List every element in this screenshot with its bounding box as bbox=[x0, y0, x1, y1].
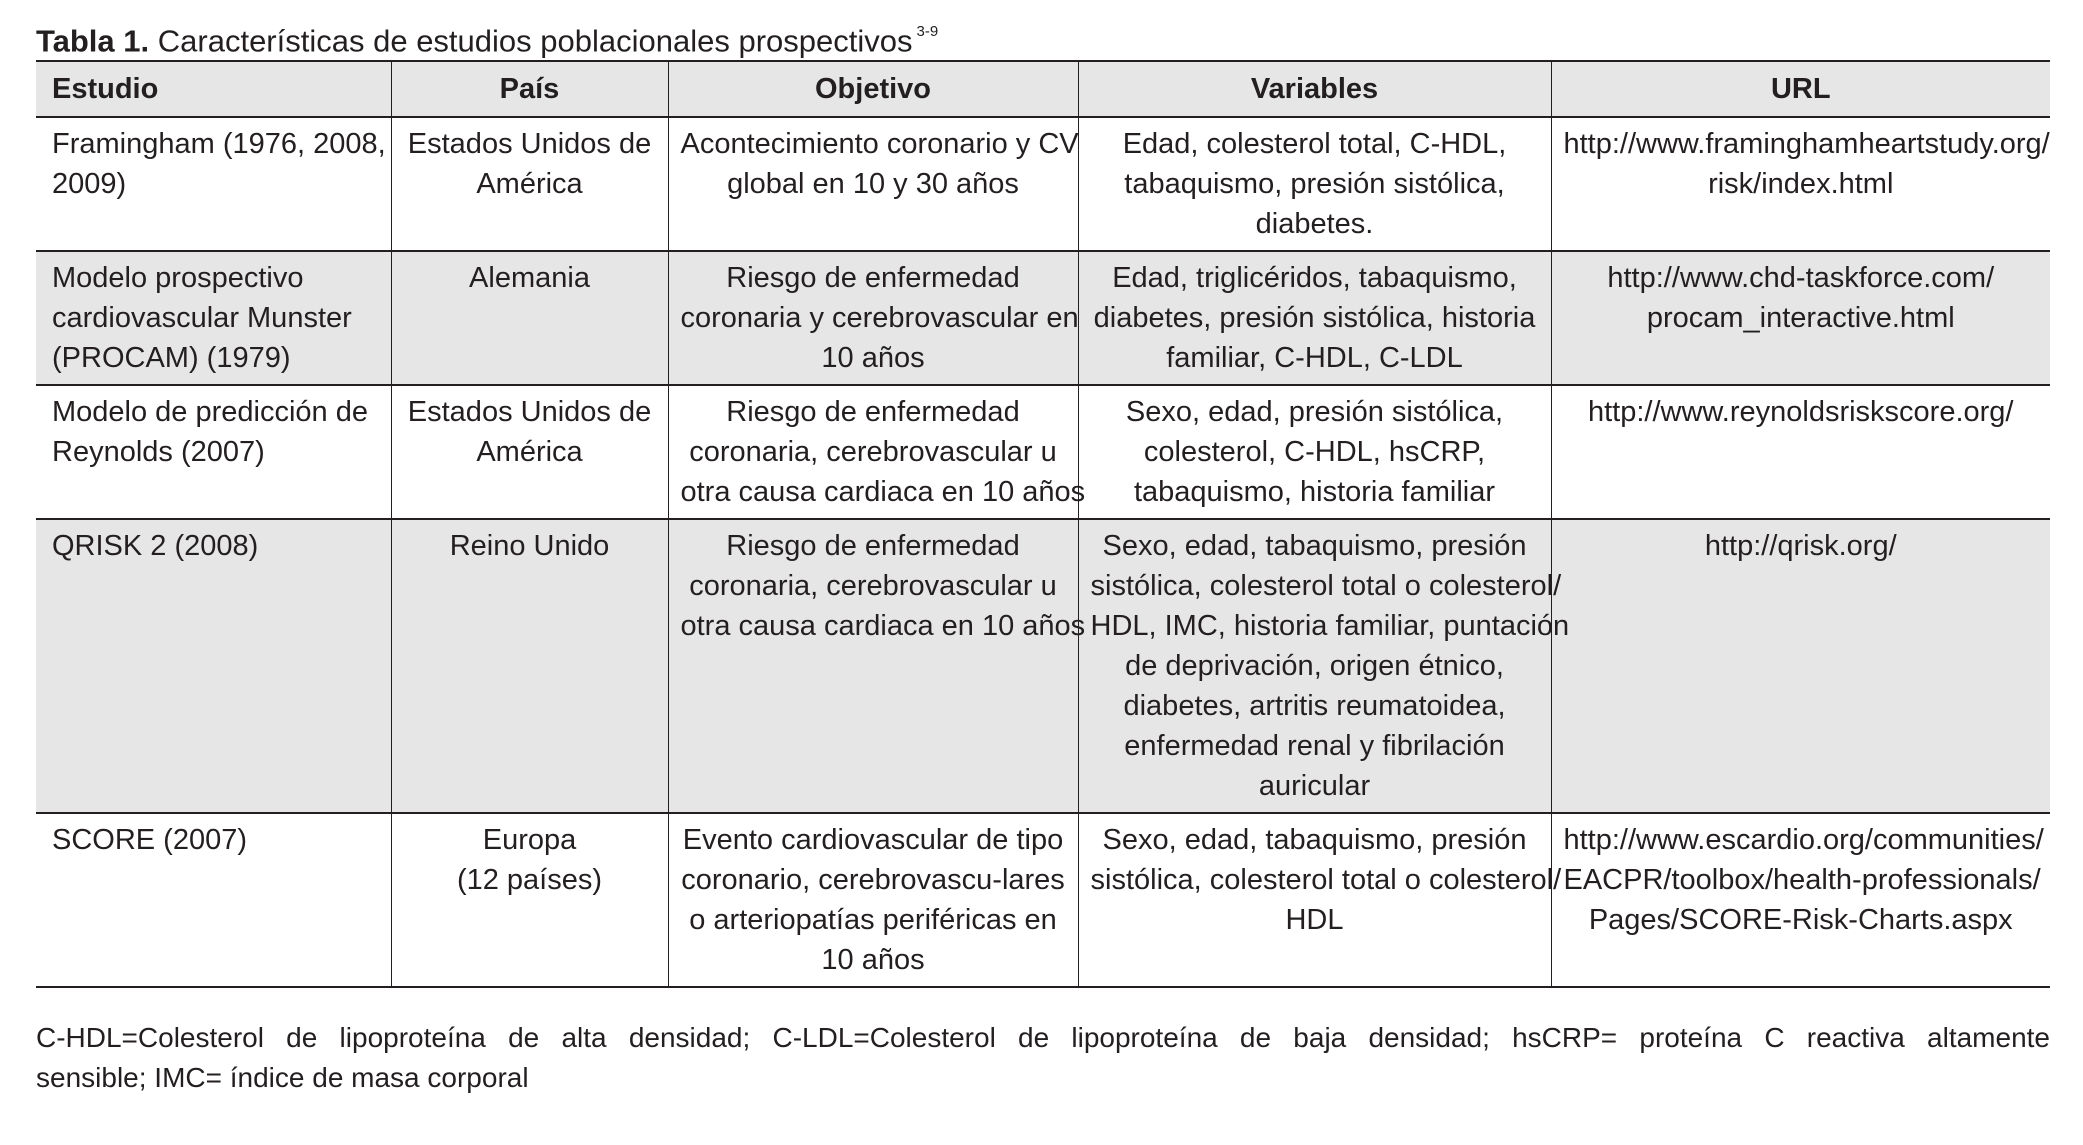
cell-url bbox=[1551, 385, 2050, 519]
cell-text: de deprivación, origen étnico, bbox=[1125, 650, 1504, 682]
cell-pais bbox=[391, 519, 668, 813]
url-text: http://www.framinghamheartstudy.org/ bbox=[1563, 128, 2050, 160]
cell-text: otra causa cardiaca en 10 años bbox=[680, 476, 1086, 508]
cell-text: Edad, colesterol total, C-HDL, bbox=[1122, 128, 1507, 160]
cell-objetivo bbox=[668, 813, 1078, 987]
cell-text: global en 10 y 30 años bbox=[727, 168, 1019, 200]
cell-variables bbox=[1078, 813, 1562, 987]
table-row bbox=[36, 813, 2050, 987]
cell-objetivo bbox=[668, 251, 1078, 385]
cell-text: colesterol, C-HDL, hsCRP, bbox=[1143, 436, 1486, 468]
cell-text: diabetes, presión sistólica, historia bbox=[1093, 302, 1536, 334]
cell-text: Estados Unidos de bbox=[407, 396, 652, 428]
cell-text: tabaquismo, presión sistólica, bbox=[1124, 168, 1505, 200]
header-estudio: Estudio bbox=[36, 61, 391, 117]
table-caption bbox=[36, 12, 2050, 60]
cell-text: Modelo de predicción de bbox=[52, 396, 368, 428]
url-text: http://qrisk.org/ bbox=[1704, 530, 1897, 562]
cell-text: Sexo, edad, presión sistólica, bbox=[1125, 396, 1504, 428]
cell-pais bbox=[391, 813, 668, 987]
cell-text: sistólica, colesterol total o colesterol/ bbox=[1090, 570, 1562, 602]
cell-text: Riesgo de enfermedad bbox=[726, 262, 1020, 294]
cell-text: 10 años bbox=[821, 944, 925, 976]
url-text: EACPR/toolbox/health-professionals/ bbox=[1563, 864, 2041, 896]
cell-text: coronaria, cerebrovascular u bbox=[689, 436, 1057, 468]
cell-text: coronaria, cerebrovascular u bbox=[689, 570, 1057, 602]
cell-objetivo bbox=[668, 117, 1078, 251]
cell-variables bbox=[1078, 251, 1551, 385]
cell-text: diabetes. bbox=[1255, 208, 1374, 240]
cell-pais bbox=[391, 251, 668, 385]
cell-text: cardiovascular Munster bbox=[52, 302, 352, 334]
cell-text: tabaquismo, historia familiar bbox=[1133, 476, 1496, 508]
cell-estudio bbox=[36, 385, 391, 519]
footnote-line: C-HDL=Colesterol de lipoproteína de alta densidad; C-LDL=Colesterol de lipoproteína de baja densidad; hsCRP= proteína C reactiva altamente bbox=[36, 1022, 2050, 1053]
cell-estudio bbox=[36, 117, 391, 251]
cell-text: o arteriopatías periféricas en bbox=[689, 904, 1057, 936]
cell-url bbox=[1551, 251, 2050, 385]
cell-estudio bbox=[36, 251, 391, 385]
caption-label: Tabla 1. bbox=[36, 23, 150, 59]
header-pais: País bbox=[391, 61, 668, 117]
cell-text: (12 países) bbox=[456, 864, 603, 896]
table-footnote bbox=[36, 1018, 2050, 1098]
cell-text: Evento cardiovascular de tipo bbox=[682, 824, 1064, 856]
document-page bbox=[36, 12, 2050, 1098]
header-url: URL bbox=[1551, 61, 2050, 117]
cell-text: HDL bbox=[1285, 904, 1344, 936]
cell-text: auricular bbox=[1258, 770, 1371, 802]
cell-text: familiar, C-HDL, C-LDL bbox=[1166, 342, 1463, 374]
url-text: risk/index.html bbox=[1708, 168, 1894, 200]
cell-text: otra causa cardiaca en 10 años bbox=[680, 610, 1086, 642]
cell-text: Sexo, edad, tabaquismo, presión bbox=[1102, 824, 1527, 856]
cell-text: Estados Unidos de bbox=[407, 128, 652, 160]
cell-text: América bbox=[476, 168, 583, 200]
cell-text: Europa bbox=[482, 824, 577, 856]
cell-url bbox=[1551, 519, 2050, 813]
table-header-row bbox=[36, 61, 2050, 117]
cell-text: América bbox=[476, 436, 583, 468]
url-text: Pages/SCORE-Risk-Charts.aspx bbox=[1588, 904, 2013, 936]
cell-text: Framingham (1976, 2008, bbox=[52, 128, 386, 160]
cell-text: Riesgo de enfermedad bbox=[726, 530, 1020, 562]
cell-variables bbox=[1078, 519, 1570, 813]
cell-text: coronaria y cerebrovascular en bbox=[680, 302, 1079, 334]
cell-text: Edad, triglicéridos, tabaquismo, bbox=[1112, 262, 1517, 294]
cell-pais bbox=[391, 385, 668, 519]
studies-table bbox=[36, 60, 2050, 988]
cell-text: Alemania bbox=[469, 262, 590, 294]
cell-text: Modelo prospectivo bbox=[52, 262, 304, 294]
header-variables: Variables bbox=[1078, 61, 1551, 117]
url-text: http://www.escardio.org/communities/ bbox=[1563, 824, 2044, 856]
table-row bbox=[36, 519, 2050, 813]
cell-url bbox=[1551, 813, 2050, 987]
cell-estudio bbox=[36, 813, 391, 987]
cell-url bbox=[1551, 117, 2050, 251]
cell-objetivo bbox=[668, 385, 1086, 519]
cell-text: Reino Unido bbox=[449, 530, 610, 562]
cell-text: Acontecimiento coronario y CV bbox=[680, 128, 1079, 160]
footnote-line: sensible; IMC= índice de masa corporal bbox=[36, 1062, 529, 1093]
header-objetivo: Objetivo bbox=[668, 61, 1078, 117]
cell-text: QRISK 2 (2008) bbox=[52, 530, 259, 562]
table-row bbox=[36, 117, 2050, 251]
cell-text: Riesgo de enfermedad bbox=[726, 396, 1020, 428]
cell-text: 2009) bbox=[52, 168, 127, 200]
url-text: http://www.reynoldsriskscore.org/ bbox=[1588, 396, 2014, 428]
url-text: http://www.chd-taskforce.com/ bbox=[1607, 262, 1995, 294]
cell-text: Sexo, edad, tabaquismo, presión bbox=[1102, 530, 1527, 562]
cell-pais bbox=[391, 117, 668, 251]
cell-variables bbox=[1078, 117, 1551, 251]
cell-text: (PROCAM) (1979) bbox=[52, 342, 291, 374]
caption-references: 3-9 bbox=[916, 23, 939, 40]
table-row bbox=[36, 251, 2050, 385]
cell-text: HDL, IMC, historia familiar, puntación bbox=[1090, 610, 1570, 642]
cell-text: Reynolds (2007) bbox=[52, 436, 265, 468]
cell-text: 10 años bbox=[821, 342, 925, 374]
cell-text: coronario, cerebrovascu-lares bbox=[681, 864, 1065, 896]
table-row bbox=[36, 385, 2050, 519]
cell-text: SCORE (2007) bbox=[52, 824, 248, 856]
cell-variables bbox=[1078, 385, 1551, 519]
caption-title: Características de estudios poblacionales prospectivos bbox=[157, 23, 913, 59]
url-text: procam_interactive.html bbox=[1646, 302, 1955, 334]
cell-estudio bbox=[36, 519, 391, 813]
cell-text: diabetes, artritis reumatoidea, bbox=[1123, 690, 1506, 722]
cell-objetivo bbox=[668, 519, 1086, 813]
cell-text: enfermedad renal y fibrilación bbox=[1124, 730, 1505, 762]
cell-text: sistólica, colesterol total o colesterol/ bbox=[1090, 864, 1562, 896]
